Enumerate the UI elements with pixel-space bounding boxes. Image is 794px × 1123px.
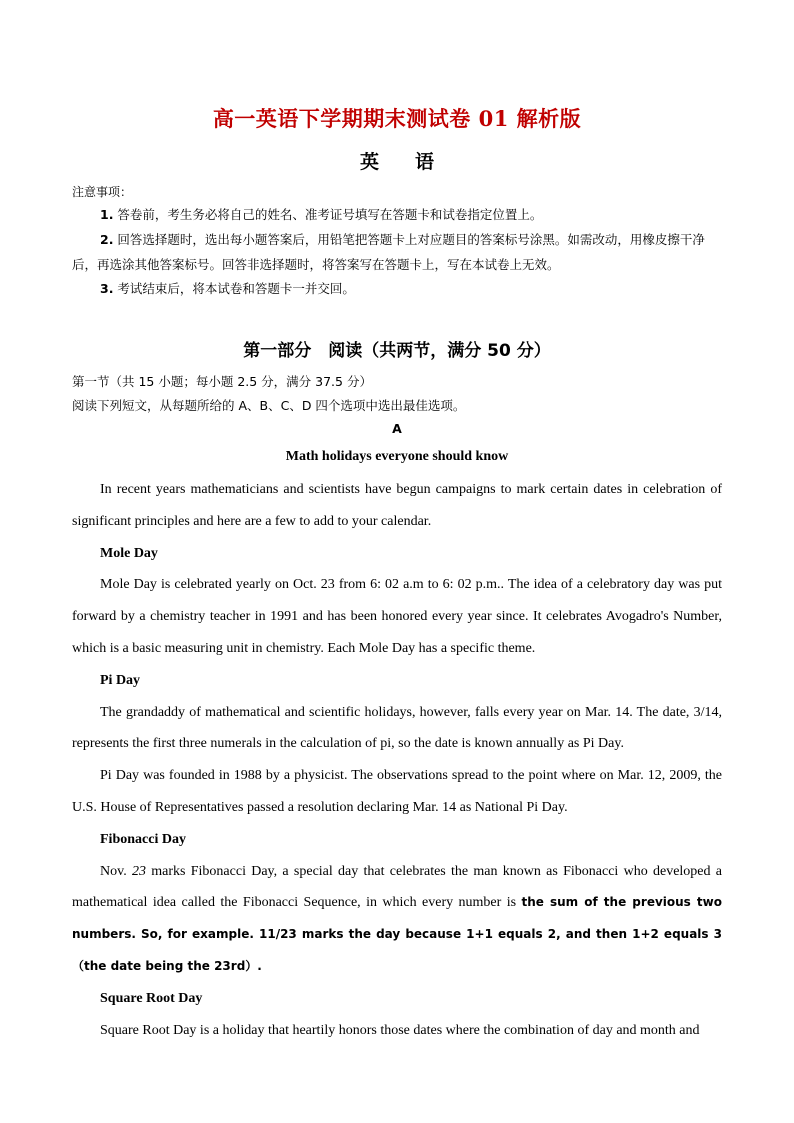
fibonacci-day-text: [72, 856, 722, 983]
part-title: 第一部分 阅读（共两节，满分 50 分）: [243, 341, 551, 361]
square-root-day-text: Square Root Day is a holiday that heartily honors those dates where the combination of day and month and: [100, 1022, 700, 1038]
fib-text-b: 23: [131, 863, 146, 879]
notice-item-3: [72, 277, 722, 302]
passage-intro: In recent years mathematicians and scientists have begun campaigns to mark certain dates in celebration of significant principles and here are a few to add to your calendar.: [72, 482, 722, 529]
notice-item-text: 考试结束后，将本试卷和答题卡一并交回。: [113, 281, 355, 296]
section-info: [72, 370, 722, 418]
subject-heading: [0, 147, 794, 174]
notice-item-number: 1.: [100, 207, 114, 222]
mole-day-text: Mole Day is celebrated yearly on Oct. 23 from 6: 02 a.m to 6: 02 p.m.. The idea of a celebratory day was put forward by a chemistry teacher in 1991 and has been honored every year since. It celebrates Avogadro's Number, which is a basic measuring unit in chemistry. Each Mole Day has a specific theme.: [72, 577, 722, 656]
document-title: 高一英语下学期期末测试卷 01 解析版: [212, 106, 582, 131]
notice-heading: 注意事项：: [72, 185, 133, 199]
fibonacci-day-heading: Fibonacci Day: [100, 831, 186, 847]
passage-letter: A: [392, 421, 402, 436]
notice-item-number: 3.: [100, 281, 114, 296]
subject-char-2: 语: [415, 151, 435, 173]
notice-item-text: 答卷前，考生务必将自己的姓名、准考证号填写在答题卡和试卷指定位置上。: [113, 207, 543, 222]
pi-day-text-2: Pi Day was founded in 1988 by a physicist. The observations spread to the point where on Mar. 12, 2009, the U.S. House of Representatives passed a resolution declaring Mar. 14 as National Pi Day.: [72, 768, 722, 815]
pi-day-text-1: The grandaddy of mathematical and scientific holidays, however, falls every year on Mar. 14. The date, 3/14, represents the first three numerals in the calculation of pi, so the date is known annually as Pi Day.: [72, 704, 722, 752]
fib-text-c: marks Fibonacci Day, a special day that celebrates the man known as Fibonacci who developed a mathematical idea called the Fibonacci Sequence, in which every number is: [72, 863, 722, 911]
notice-item-1: [72, 203, 722, 228]
notice-item-2: [72, 228, 722, 277]
passage-title: Math holidays everyone should know: [285, 449, 509, 464]
fib-text-d: the sum of the previous two numbers. So, for example. 11/23 marks the day because 1+1 equals 2, and then 1+2 equals 3（the date being the 23rd）.: [72, 895, 722, 973]
passage-body: [72, 474, 722, 1046]
pi-day-heading: Pi Day: [100, 672, 141, 688]
section-line: 第一节（共 15 小题；每小题 2.5 分，满分 37.5 分）: [72, 374, 372, 389]
mole-day-heading: Mole Day: [100, 545, 158, 561]
notice-item-number: 2.: [100, 232, 114, 247]
notice-item-text: 回答选择题时，选出每小题答案后，用铅笔把答题卡上对应题目的答案标号涂黑。如需改动，用橡皮擦干净后，再选涂其他答案标号。回答非选择题时，将答案写在答题卡上，写在本试卷上无效。: [72, 232, 705, 272]
square-root-day-heading: Square Root Day: [100, 990, 203, 1006]
fib-text-a: Nov.: [100, 863, 132, 879]
subject-char-1: 英: [359, 151, 379, 173]
section-instruction: 阅读下列短文，从每题所给的 A、B、C、D 四个选项中选出最佳选项。: [72, 398, 466, 413]
